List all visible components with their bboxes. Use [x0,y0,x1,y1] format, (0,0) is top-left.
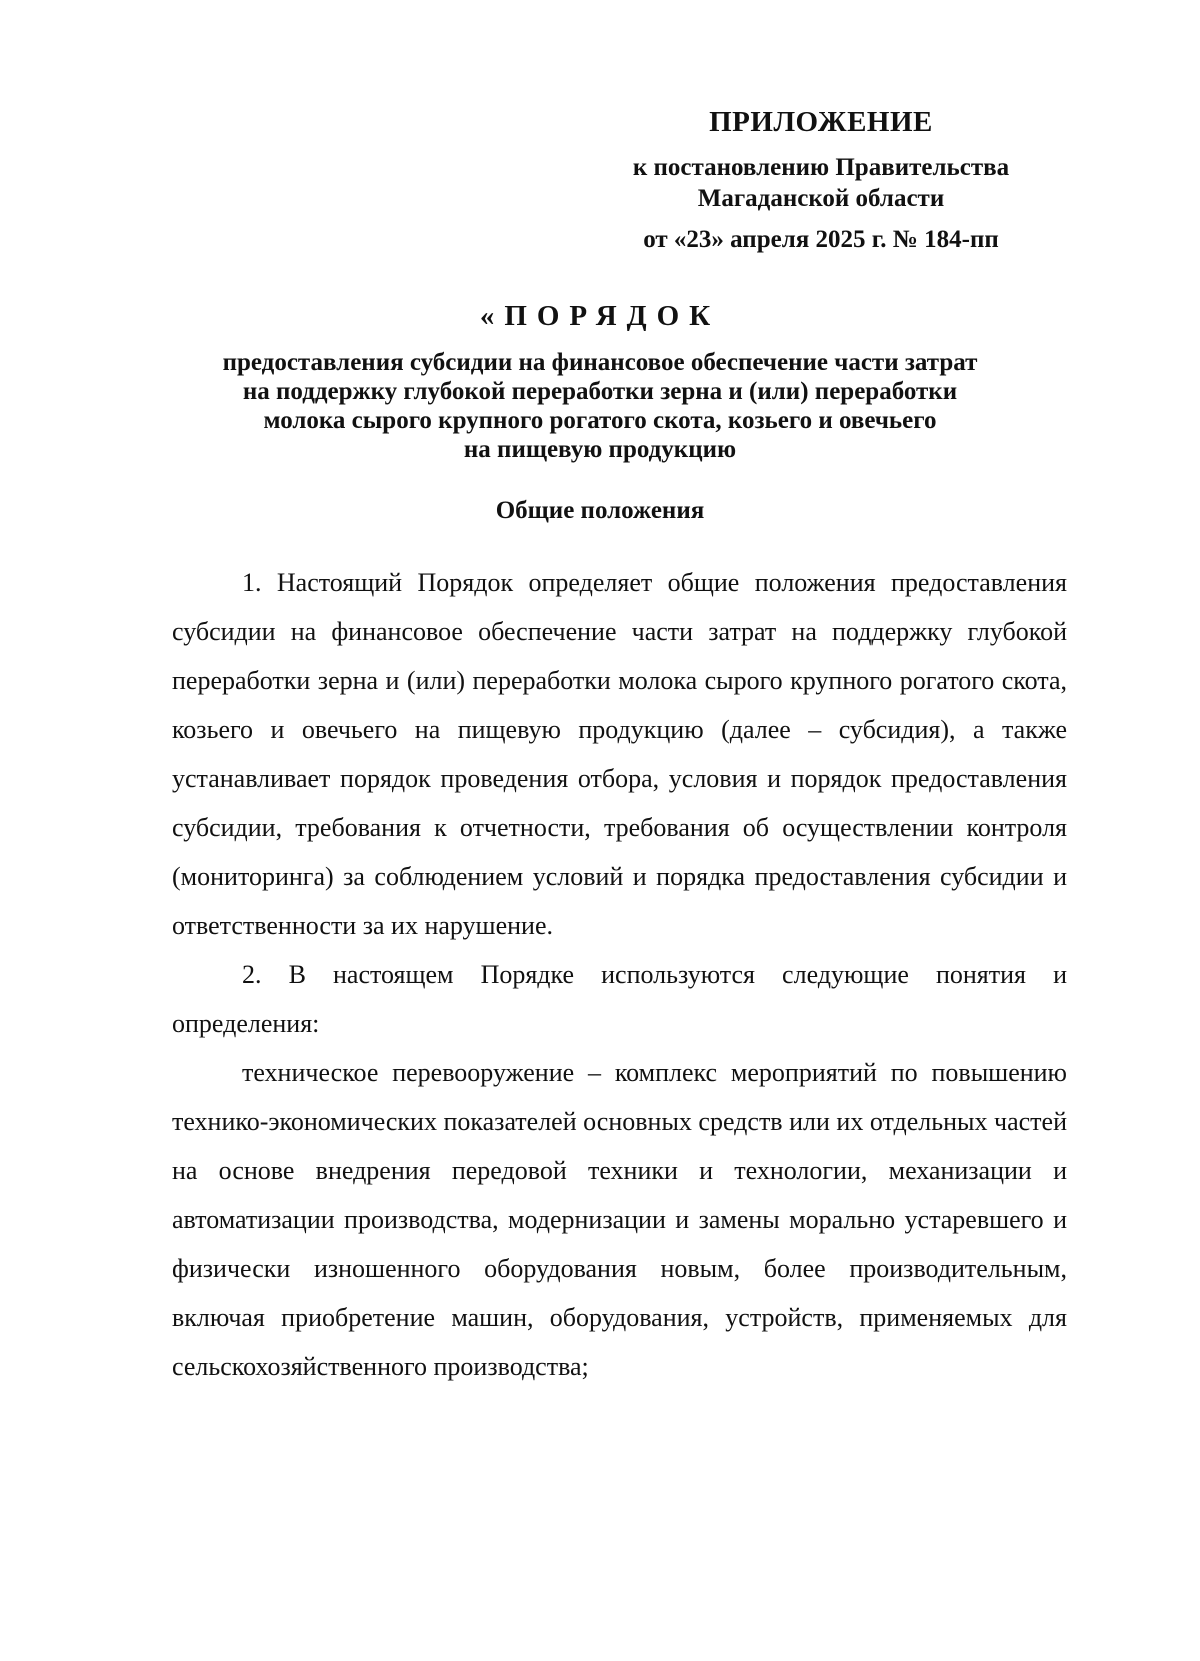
paragraph-2: 2. В настоящем Порядке используются следующие понятия и определения: [172,960,1067,1038]
document-subtitle-line: молока сырого крупного рогатого скота, козьего и овечьего [263,407,937,434]
document-subtitle-line: на поддержку глубокой переработки зерна и (или) переработки [242,378,958,405]
appendix-date-line: от «23» апреля 2025 г. № 184-пп [643,226,999,253]
document-title: «ПОРЯДОК [479,300,721,332]
appendix-resolution-line: к постановлению Правительства [632,154,1010,181]
document-subtitle-line: на пищевую продукцию [463,436,737,463]
document-body [172,558,1067,1391]
document-subtitle-line: предоставления субсидии на финансовое обеспечение части затрат [222,349,978,376]
appendix-title: ПРИЛОЖЕНИЕ [709,106,933,138]
document-title-block [140,298,1060,464]
paragraph-definition: техническое перевооружение – комплекс мероприятий по повышению технико-экономических показателей основных средств или их отдельных частей на основе внедрения передовой техники и технологии, механизации и автоматизации производства, модернизации и замены морально устаревшего и физически изношенного оборудования новым, более производительным, включая приобретение машин, оборудования, устройств, применяемых для сельскохозяйственного производства; [172,1058,1067,1381]
paragraph-1: 1. Настоящий Порядок определяет общие положения предоставления субсидии на финансовое обеспечение части затрат на поддержку глубокой переработки зерна и (или) переработки молока сырого крупного рогатого скота, козьего и овечьего на пищевую продукцию (далее – субсидия), а также устанавливает порядок проведения отбора, условия и порядок предоставления субсидии, требования к отчетности, требования об осуществлении контроля (мониторинга) за соблюдением условий и порядка предоставления субсидии и ответственности за их нарушение. [172,568,1067,940]
section-heading: Общие положения [495,497,705,524]
appendix-header [590,104,1052,255]
appendix-region-line: Магаданской области [697,185,945,212]
